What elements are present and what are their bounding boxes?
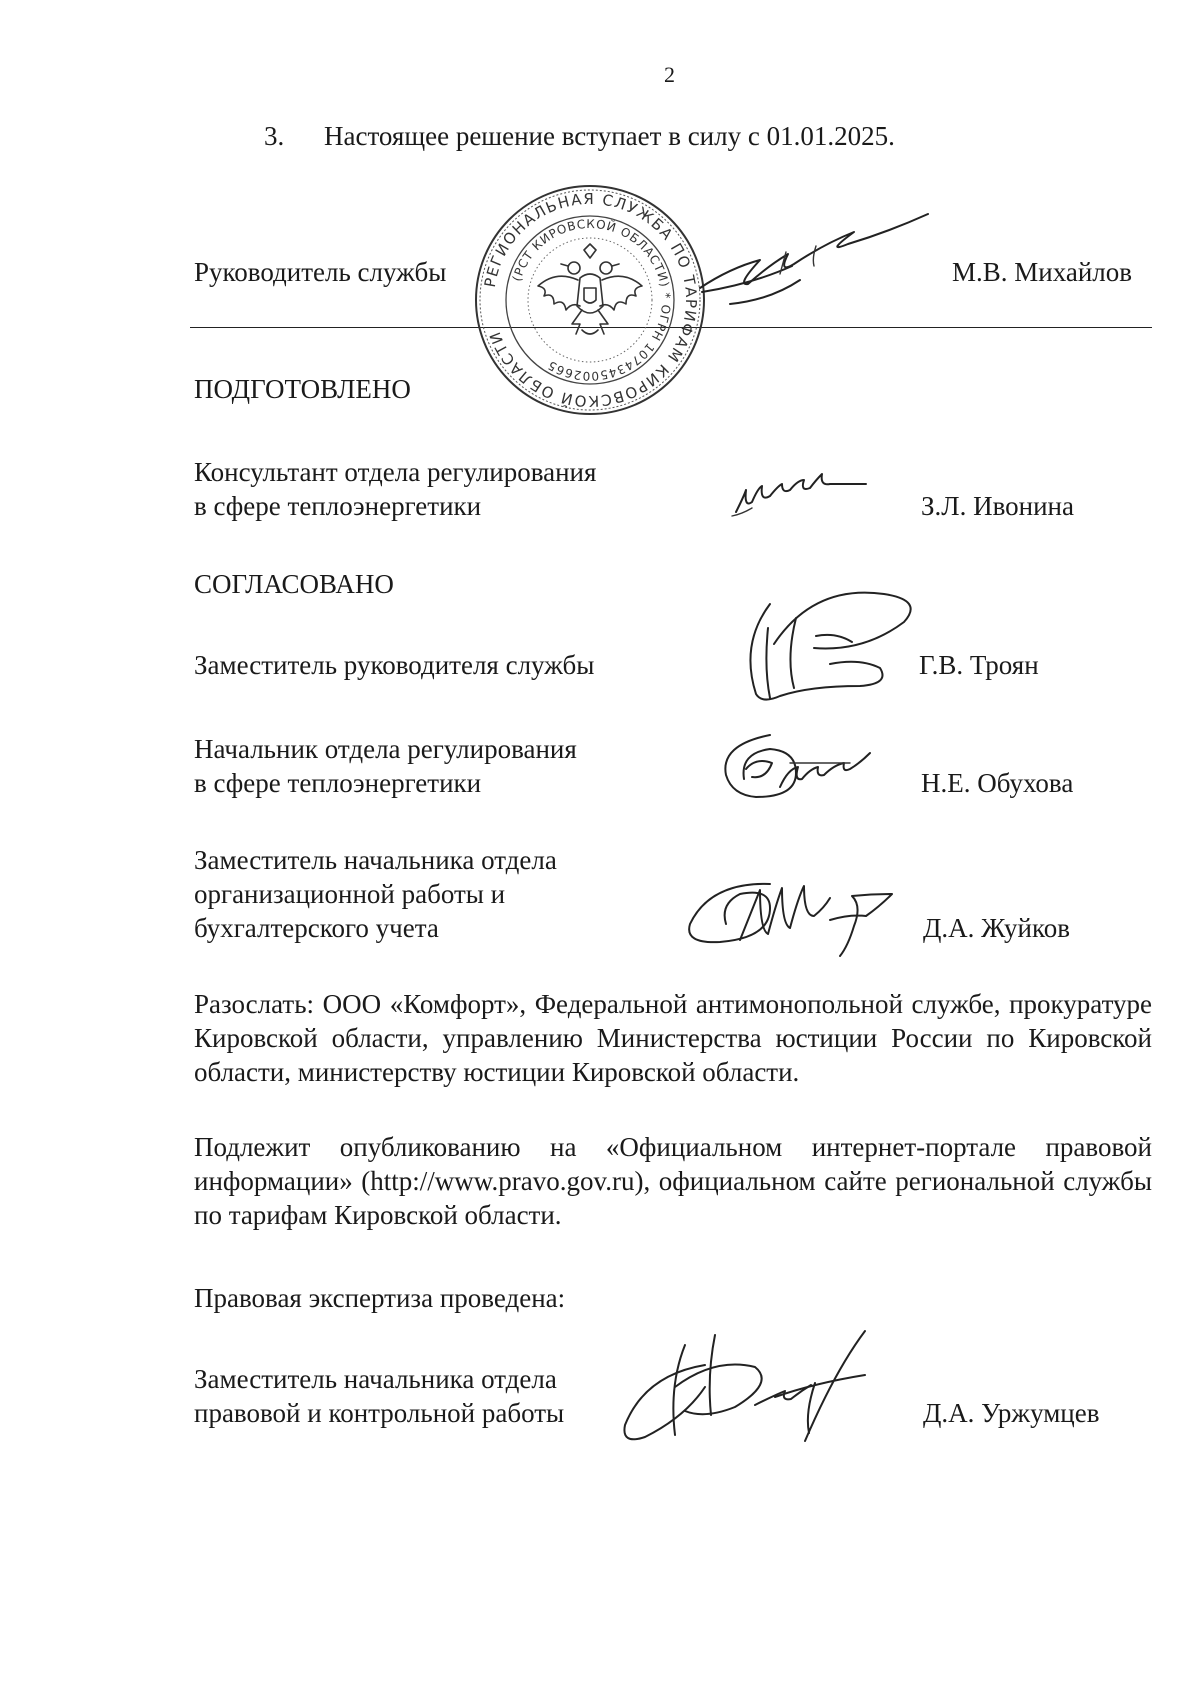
- signer-signature: [680, 870, 920, 960]
- prepared-name: З.Л. Ивонина: [921, 491, 1074, 521]
- prepared-signature: [730, 482, 870, 522]
- signer-position-line1: Начальник отдела регулирования: [194, 734, 577, 764]
- signer-signature: [740, 588, 940, 708]
- signer-position-line1: Заместитель руководителя службы: [194, 650, 595, 680]
- head-name: М.В. Михайлов: [952, 257, 1133, 287]
- legal-name: Д.А. Уржумцев: [923, 1398, 1100, 1428]
- page-number: 2: [664, 62, 675, 87]
- signer-signature: [720, 725, 900, 805]
- prepared-position-line2: в сфере теплоэнергетики: [194, 491, 482, 521]
- legal-position-line2: правовой и контрольной работы: [194, 1398, 565, 1428]
- legal-signature: [615, 1325, 905, 1455]
- signer-position-line1: Заместитель начальника отдела: [194, 845, 557, 875]
- signer-position-line2: организационной работы и: [194, 879, 506, 909]
- item-number: 3.: [264, 121, 285, 151]
- seal-outer-text: РЕГИОНАЛЬНАЯ СЛУЖБА ПО ТАРИФАМ КИРОВСКОЙ ОБЛАСТИ: [480, 189, 701, 411]
- prepared-position-line1: Консультант отдела регулирования: [194, 457, 597, 487]
- head-position: Руководитель службы: [194, 257, 447, 287]
- eagle-emblem-icon: [538, 244, 642, 334]
- publication-text: Подлежит опубликованию на «Официальном интернет-портале правовой информации» (http://www.pravo.gov.ru), официальном сайте региональной службы по тарифам Кировской области.: [194, 1132, 1152, 1230]
- svg-text:(РСТ КИРОВСКОЙ ОБЛАСТИ) * ОГРН: [510, 217, 673, 383]
- official-seal: [470, 180, 710, 420]
- seal-inner-text: (РСТ КИРОВСКОЙ ОБЛАСТИ) * ОГРН 1074345002665: [509, 216, 674, 384]
- signer-position-line2: в сфере теплоэнергетики: [194, 768, 482, 798]
- signer-name: Г.В. Троян: [919, 650, 1039, 680]
- item-text: Настоящее решение вступает в силу с 01.01.2025.: [324, 121, 895, 151]
- distribution-text: Разослать: ООО «Комфорт», Федеральной антимонопольной службе, прокуратуре Кировской области, управлению Министерства юстиции России по Кировской области, министерству юстиции Кировской области.: [194, 989, 1152, 1087]
- signer-name: Н.Е. Обухова: [921, 768, 1074, 798]
- legal-heading: Правовая экспертиза проведена:: [194, 1283, 566, 1313]
- signer-name: Д.А. Жуйков: [923, 913, 1070, 943]
- agreed-heading: СОГЛАСОВАНО: [194, 569, 394, 599]
- prepared-heading: ПОДГОТОВЛЕНО: [194, 374, 411, 404]
- signer-position-line3: бухгалтерского учета: [194, 913, 439, 943]
- legal-position-line1: Заместитель начальника отдела: [194, 1364, 557, 1394]
- head-signature: [690, 218, 950, 318]
